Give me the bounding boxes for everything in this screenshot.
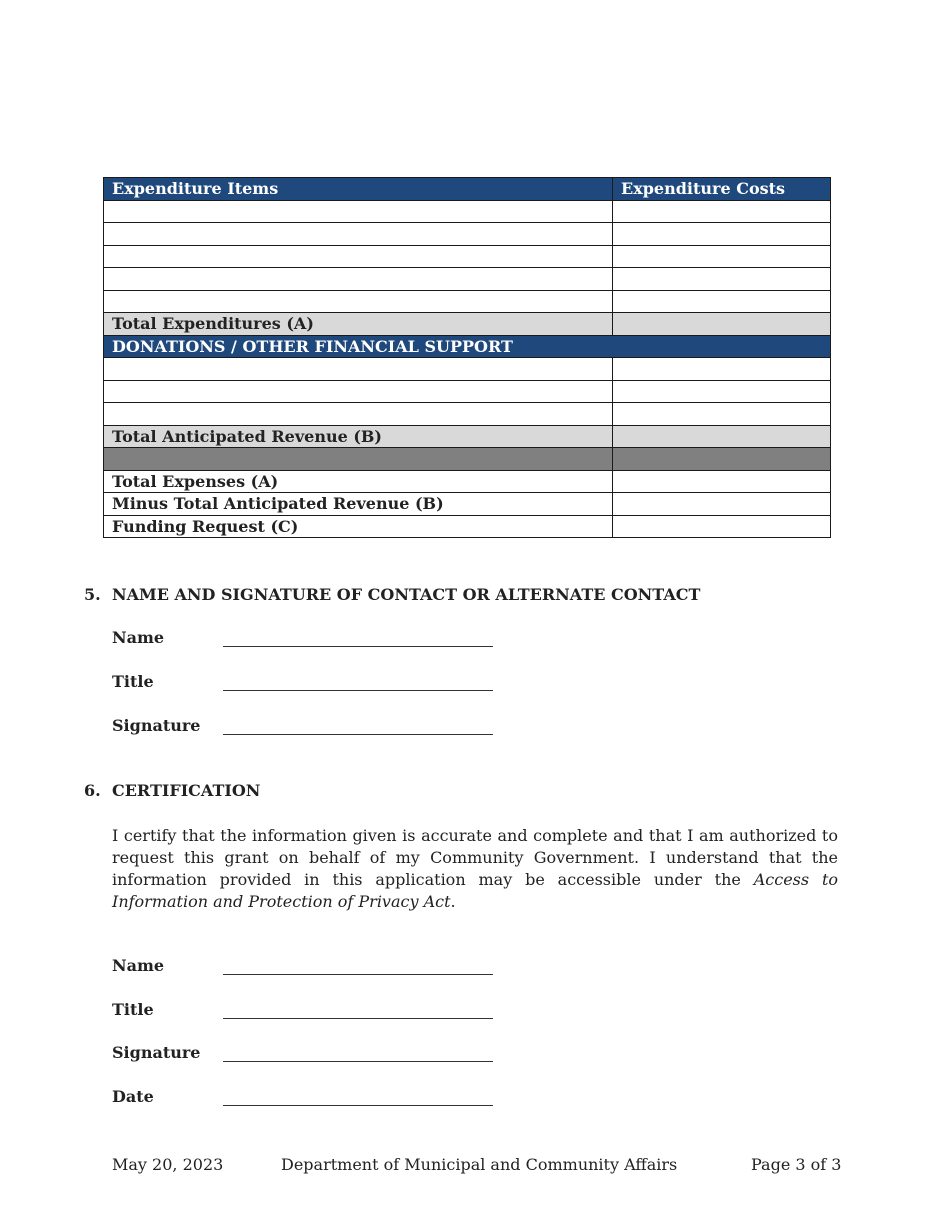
expenditure-cost-cell[interactable] [613,290,831,313]
total-expenses-value[interactable] [613,470,831,493]
section6-title-line[interactable] [223,1018,493,1019]
section6-title: CERTIFICATION [112,781,261,800]
total-revenue-label: Total Anticipated Revenue (B) [104,425,613,448]
section5-name-label: Name [112,628,165,647]
funding-request-label: Funding Request (C) [104,515,613,538]
donation-item-cell[interactable] [104,358,613,381]
total-revenue-row [104,425,831,448]
header-expenditure-costs: Expenditure Costs [613,178,831,201]
total-expenditures-value[interactable] [613,313,831,336]
donation-row [104,403,831,426]
total-revenue-value[interactable] [613,425,831,448]
section6-signature-label: Signature [112,1043,201,1062]
donation-row [104,358,831,381]
separator-row [104,448,831,471]
section5-title-line[interactable] [223,690,493,691]
donation-item-cell[interactable] [104,380,613,403]
donation-item-cell[interactable] [104,403,613,426]
total-expenditures-row [104,313,831,336]
summary-row [104,515,831,538]
section6-name-label: Name [112,956,165,975]
expenditure-item-cell[interactable] [104,245,613,268]
expenditure-row [104,200,831,223]
certification-text [112,825,838,913]
expenditure-cost-cell[interactable] [613,268,831,291]
expenditure-item-cell[interactable] [104,290,613,313]
expenditure-item-cell[interactable] [104,268,613,291]
expenditure-cost-cell[interactable] [613,223,831,246]
summary-row [104,493,831,516]
summary-row [104,470,831,493]
section5-name-line[interactable] [223,646,493,647]
expenditure-cost-cell[interactable] [613,245,831,268]
donation-amount-cell[interactable] [613,403,831,426]
total-expenses-label: Total Expenses (A) [104,470,613,493]
expenditure-item-cell[interactable] [104,223,613,246]
total-expenditures-label: Total Expenditures (A) [104,313,613,336]
donations-header: DONATIONS / OTHER FINANCIAL SUPPORT [104,335,831,358]
donations-header-row [104,335,831,358]
section6-name-line[interactable] [223,974,493,975]
expenditure-item-cell[interactable] [104,200,613,223]
footer-department: Department of Municipal and Community Affairs [281,1155,678,1174]
section5-title-label: Title [112,672,154,691]
act-name: Access to Information and Protection of Privacy Act [112,870,839,911]
expenditure-row [104,245,831,268]
donation-row [104,380,831,403]
expenditure-row [104,268,831,291]
footer-date: May 20, 2023 [112,1155,224,1174]
section6-signature-line[interactable] [223,1061,493,1062]
funding-request-value[interactable] [613,515,831,538]
section5-number: 5. [84,585,101,604]
expenditure-row [104,290,831,313]
section6-date-label: Date [112,1087,154,1106]
table-header-row [104,178,831,201]
section6-date-line[interactable] [223,1105,493,1106]
certification-end: . [450,892,456,911]
donation-amount-cell[interactable] [613,358,831,381]
budget-table [103,177,831,538]
expenditure-cost-cell[interactable] [613,200,831,223]
footer-page-number: Page 3 of 3 [751,1155,842,1174]
section5-title: NAME AND SIGNATURE OF CONTACT OR ALTERNATE CONTACT [112,585,701,604]
certification-body: I certify that the information given is accurate and complete and that I am authorized to request this grant on behalf of my Community Government. I understand that the information provided in this application may be accessible under the [112,826,838,889]
expenditure-row [104,223,831,246]
section6-number: 6. [84,781,101,800]
section6-title-label: Title [112,1000,154,1019]
minus-revenue-value[interactable] [613,493,831,516]
section5-signature-label: Signature [112,716,201,735]
minus-revenue-label: Minus Total Anticipated Revenue (B) [104,493,613,516]
header-expenditure-items: Expenditure Items [104,178,613,201]
donation-amount-cell[interactable] [613,380,831,403]
section5-signature-line[interactable] [223,734,493,735]
